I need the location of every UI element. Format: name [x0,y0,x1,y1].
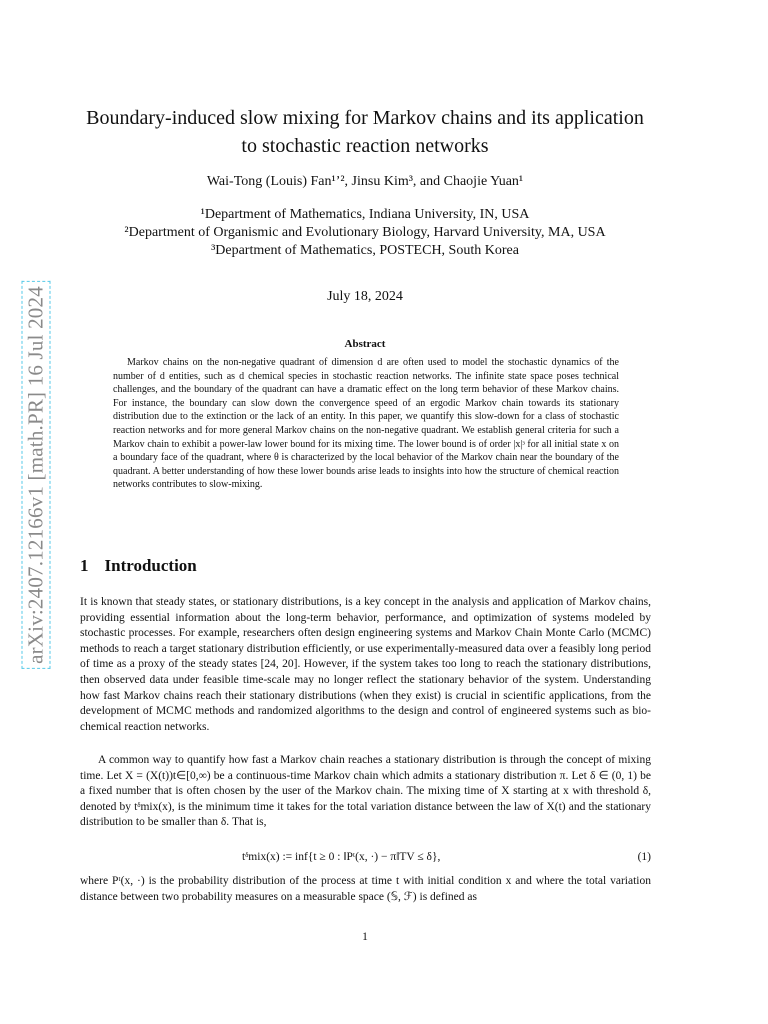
arxiv-sidebar-stamp [20,240,52,710]
affiliation-3: ³Department of Mathematics, POSTECH, South Korea [211,243,519,258]
section-heading [80,556,197,576]
equation-expression: tᵟmix(x) := inf{t ≥ 0 : ‖Pᵗ(x, ·) − π‖TV ≤ δ}, [242,851,441,863]
intro-paragraph-1: It is known that steady states, or stationary distributions, is a key concept in the analysis and application of Markov chains, providing essential information about the long-term behavior, performance, and optimization of systems modeled by stochastic processes. For example, researchers often design engineering systems and Markov Chain Monte Carlo (MCMC) methods to reach a target stationary distribution efficiently, or use experimentally-measured data over a feasibly long period of time as a proxy of the steady states [24, 20]. However, if the system takes too long to reach the stationary distributions, then observed data under feasible time-scale may no longer reflect the stationary behavior of the system. Understanding how fast Markov chains reach their stationary distributions (when they exist) is crucial in scientific applications, from the development of MCMC methods and randomized algorithms to the design and control of engineered systems such as bio-chemical reaction networks. [80,596,651,733]
section-title: Introduction [104,556,197,575]
paper-title: Boundary-induced slow mixing for Markov chains and its application to stochastic reaction networks [86,107,644,157]
intro-paragraph-2: A common way to quantify how fast a Markov chain reaches a stationary distribution is through the concept of mixing time. Let X = (X(t))t∈[0,∞) be a continuous-time Markov chain which admits a stationary distribution π. Let δ ∈ (0, 1) be a fixed number that is often chosen by the user of the Markov chain. The mixing time of X starting at x with threshold δ, denoted by tᵟmix(x), is the minimum time it takes for the total variation distance between the law of X(t) and the stationary distribution to be smaller than δ. That is, [80,754,651,829]
abstract-text: Markov chains on the non-negative quadrant of dimension d are often used to model the stochastic dynamics of the number of d entities, such as d chemical species in stochastic reaction networks. The infinite state space poses technical challenges, and the boundary of the quadrant can have a dramatic effect on the long term behavior of these Markov chains. For instance, the boundary can slow down the convergence speed of an ergodic Markov chain towards its stationary distribution due to the extinction or the lack of an entity. In this paper, we quantify this slow-down for a class of stochastic reaction networks and for more general Markov chains on the non-negative quadrant. We establish general criteria for such a Markov chain to exhibit a power-law lower bound for its mixing time. The lower bound is of order |x|ᵌ for all initial state x on a boundary face of the quadrant, where θ is characterized by the local behavior of the Markov chain near the boundary of the quadrant. A better understanding of how these lower bounds arise leads to insights into how the structure of chemical reaction networks contributes to slow-mixing. [113,357,619,491]
equation-number: (1) [637,851,651,863]
intro-paragraph-3: where Pᵗ(x, ·) is the probability distribution of the process at time t with initial condition x and where the total variation distance between two probability measures on a measurable space (𝕊, ℱ) is defined as [80,875,651,903]
page-number: 1 [362,931,368,943]
affiliation-2: ²Department of Organismic and Evolutionary Biology, Harvard University, MA, USA [124,225,606,240]
abstract-heading: Abstract [344,338,386,350]
arxiv-identifier: arXiv:2407.12166v1 [math.PR] 16 Jul 2024 [22,281,51,669]
section-number: 1 [80,556,89,575]
paper-date: July 18, 2024 [327,289,403,304]
affiliation-1: ¹Department of Mathematics, Indiana University, IN, USA [200,207,530,222]
author-list: Wai-Tong (Louis) Fan¹ʼ², Jinsu Kim³, and Chaojie Yuan¹ [206,174,524,189]
affiliations [80,206,650,260]
